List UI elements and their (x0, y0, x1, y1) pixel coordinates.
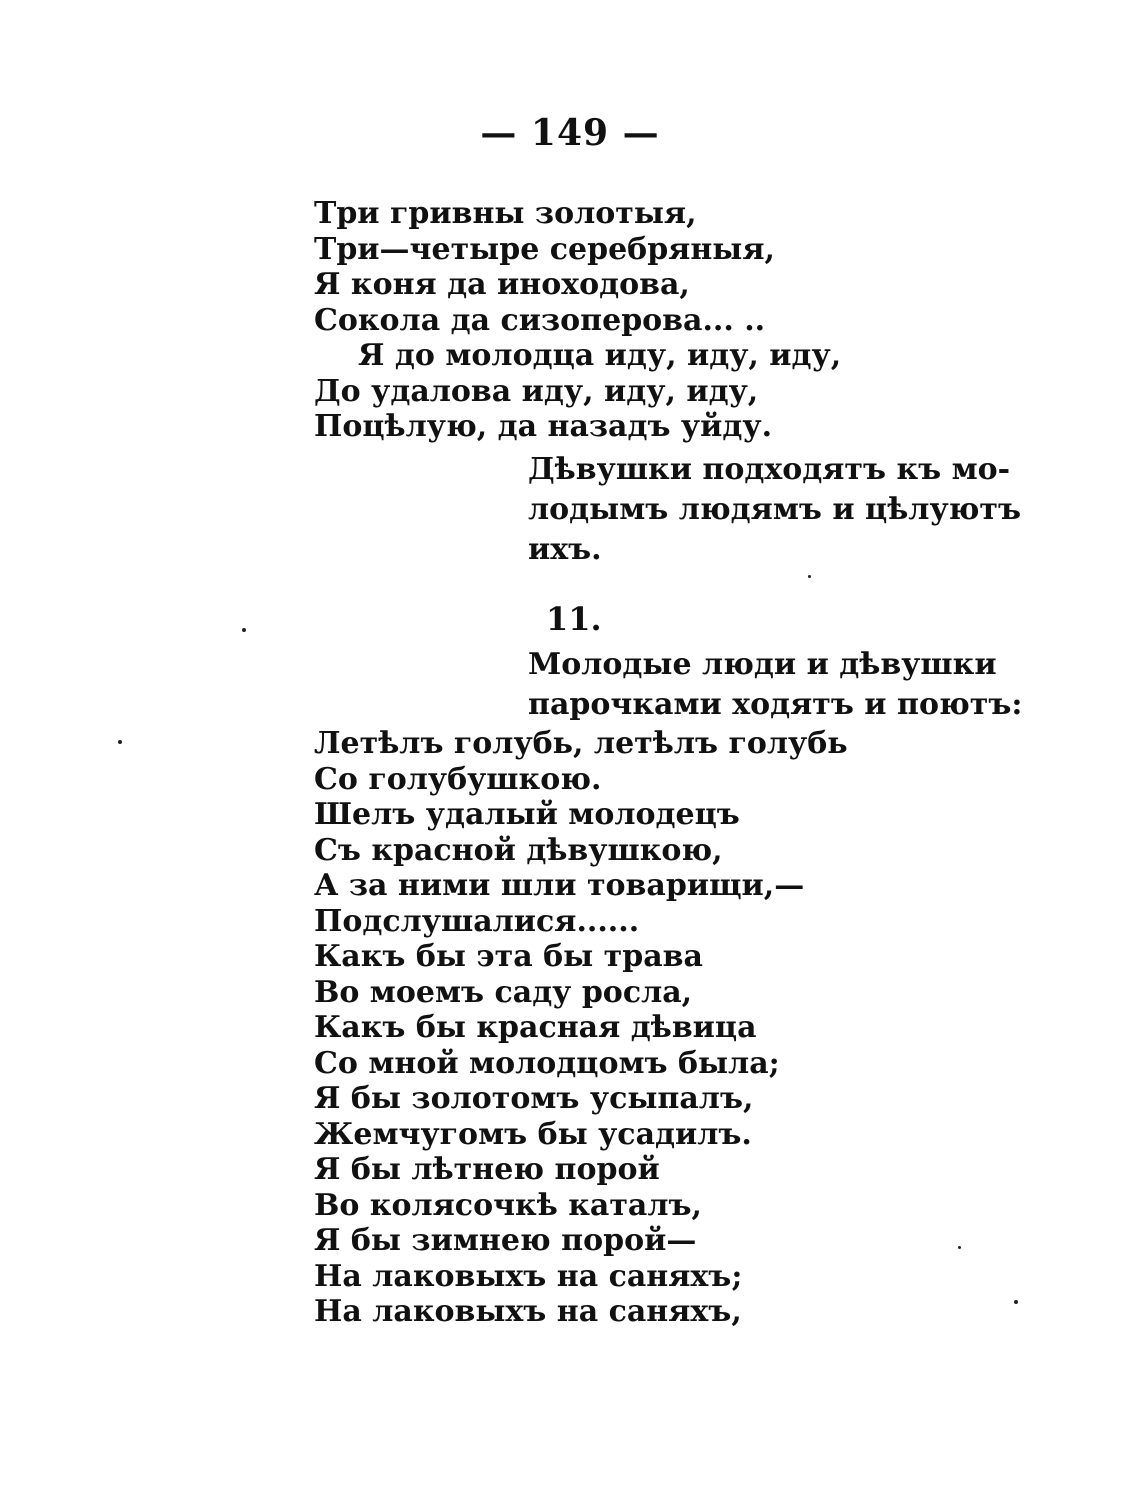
verse-line: Поцѣлую, да назадъ уйду. (314, 409, 773, 444)
verse-line: Летѣлъ голубь, летѣлъ голубь (314, 726, 848, 761)
verse-line: Во колясочкѣ каталъ, (314, 1187, 702, 1223)
stage-direction-line: парочками ходятъ и поютъ: (528, 687, 1023, 722)
verse-line: На лаковыхъ на саняхъ; (314, 1258, 743, 1294)
scan-speck (118, 740, 122, 744)
scan-speck (958, 1246, 961, 1249)
verse-block-1 (314, 196, 841, 445)
stage-direction-line: Дѣвушки подходятъ къ мо- (528, 452, 1011, 487)
stage-direction-line: Молодые люди и дѣвушки (528, 647, 997, 682)
verse-block-2 (314, 726, 848, 1330)
stage-direction-2 (528, 645, 1022, 725)
verse-line: Три—четыре серебряныя, (314, 231, 775, 267)
verse-line: Подслушалися...... (314, 903, 640, 939)
stage-direction-1 (528, 450, 1021, 570)
verse-line: Шелъ удалый молодецъ (314, 797, 740, 832)
verse-line: Три гривны золотыя, (314, 196, 697, 231)
verse-line-indented: Я до молодца иду, иду, иду, (358, 338, 842, 373)
verse-line: Со мной молодцомъ была; (314, 1045, 780, 1081)
verse-line: На лаковыхъ на саняхъ, (314, 1294, 742, 1329)
section-number: 11. (546, 600, 602, 638)
scan-speck (808, 575, 811, 578)
verse-line: Я бы лѣтнею порой (314, 1152, 660, 1187)
verse-line: Жемчугомъ бы усадилъ. (314, 1116, 752, 1152)
stage-direction-line: лодымъ людямъ и цѣлуютъ (528, 492, 1022, 527)
verse-line: Какъ бы красная дѣвица (314, 1010, 757, 1045)
scan-speck (242, 628, 246, 632)
verse-line: А за ними шли товарищи,— (314, 868, 805, 903)
scan-speck (1014, 1300, 1018, 1304)
verse-line: Какъ бы эта бы трава (314, 939, 703, 974)
verse-line: Я коня да иноходова, (314, 267, 690, 302)
verse-line: Во моемъ саду росла, (314, 974, 693, 1010)
verse-line: До удалова иду, иду, иду, (314, 373, 759, 409)
verse-line: Я бы зимнею порой— (314, 1223, 697, 1258)
verse-line: Сокола да сизоперова... .. (314, 302, 766, 338)
page-number: — 149 — (480, 112, 660, 154)
verse-line: Съ красной дѣвушкою, (314, 832, 723, 868)
stage-direction-line: ихъ. (528, 532, 602, 567)
verse-line: Я бы золотомъ усыпалъ, (314, 1081, 754, 1116)
verse-line: Со голубушкою. (314, 761, 602, 797)
